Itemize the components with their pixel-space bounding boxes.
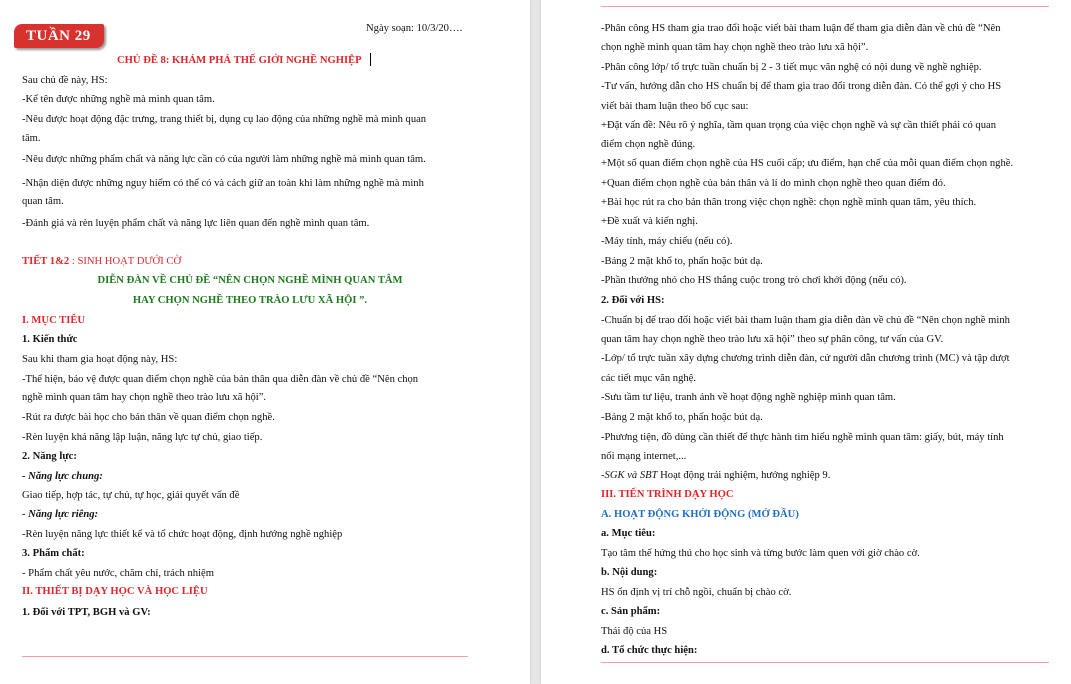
product-heading: c. Sản phẩm: xyxy=(601,606,661,617)
knowledge-line: nghề mình quan tâm hay chọn nghề theo trào lưu xã hội”. xyxy=(22,392,267,403)
body-line: -Phân công lớp/ tổ trực tuần chuẩn bị 2 - 3 tiết mục văn nghệ có nội dung về nghề nghiệp. xyxy=(601,62,982,73)
process-heading: III. TIẾN TRÌNH DẠY HỌC xyxy=(601,489,734,500)
student-line: -Phương tiện, đồ dùng cần thiết để thực hành tìm hiểu nghề mình quan tâm: giấy, bút, máy tính xyxy=(601,432,1004,443)
body-line: -Bảng 2 mặt khổ to, phấn hoặc bút dạ. xyxy=(601,256,763,267)
specific-ability-heading: - Năng lực riêng: xyxy=(22,509,99,520)
student-line: -Sưu tầm tư liệu, tranh ảnh về hoạt động nghề nghiệp mình quan tâm. xyxy=(601,392,896,403)
sgk-italic: -SGK và SBT xyxy=(601,470,658,481)
knowledge-line: Sau khi tham gia hoạt động này, HS: xyxy=(22,354,178,365)
sgk-rest: Hoạt động trải nghiệm, hướng nghiệp 9. xyxy=(657,470,831,481)
page-border-line xyxy=(601,6,1049,7)
general-ability-text: Giao tiếp, hợp tác, tự chủ, tự học, giải quyết vấn đề xyxy=(22,490,240,501)
product-text: Thái độ của HS xyxy=(601,626,668,637)
specific-ability-text: -Rèn luyện năng lực thiết kế và tổ chức hoạt động, định hướng nghề nghiệp xyxy=(22,529,343,540)
intro-line: -Nêu được những phẩm chất và năng lực cần có của người làm những nghề mà mình quan tâm. xyxy=(22,154,426,165)
lesson-rest: : SINH HOẠT DƯỚI CỜ xyxy=(69,256,182,267)
content-heading: b. Nội dung: xyxy=(601,567,658,578)
intro-line: quan tâm. xyxy=(22,196,64,207)
document-page-right xyxy=(541,0,1071,684)
body-line: +Quan điểm chọn nghề của bản thân và lí do mình chọn nghề theo quan điểm đó. xyxy=(601,178,946,189)
body-line: +Một số quan điểm chọn nghề của HS cuối cấp; ưu điểm, hạn chế của mỗi quan điểm chọn nghề. xyxy=(601,158,1014,169)
intro-line: Sau chủ đề này, HS: xyxy=(22,75,108,86)
student-line: quan tâm hay chọn nghề theo trào lưu xã hội” theo sự phân công, tư vấn của GV. xyxy=(601,334,944,345)
body-line: +Đặt vấn đề: Nêu rõ ý nghĩa, tầm quan trọng của việc chọn nghề và sự cần thiết phải có quan xyxy=(601,120,997,131)
intro-line: -Đánh giá và rèn luyện phẩm chất và năng lực liên quan đến nghề mình quan tâm. xyxy=(22,218,370,229)
knowledge-heading: 1. Kiến thức xyxy=(22,334,78,345)
quality-heading: 3. Phẩm chất: xyxy=(22,548,85,559)
quality-text: - Phẩm chất yêu nước, chăm chỉ, trách nhiệm xyxy=(22,568,214,579)
body-line: -Máy tính, máy chiếu (nếu có). xyxy=(601,236,733,247)
objectives-heading: I. MỤC TIÊU xyxy=(22,315,86,326)
body-line: -Phần thưởng nhỏ cho HS thắng cuộc trong trò chơi khởi động (nếu có). xyxy=(601,275,907,286)
forum-title-line2: HAY CHỌN NGHỀ THEO TRÀO LƯU XÃ HỘI ”. xyxy=(132,295,368,306)
org-heading: d. Tổ chức thực hiện: xyxy=(601,645,698,656)
prep-date: Ngày soạn: 10/3/20…. xyxy=(366,23,463,34)
page-border-line xyxy=(22,656,468,657)
document-page-left xyxy=(0,0,530,684)
lesson-label: TIẾT 1&2 xyxy=(22,256,70,267)
knowledge-line: -Rút ra được bài học cho bản thân về quan điểm chọn nghề. xyxy=(22,412,275,423)
intro-line: -Nhận diện được những nguy hiểm có thể có và cách giữ an toàn khi làm những nghề mà mình xyxy=(22,178,424,189)
student-line: các tiết mục văn nghệ. xyxy=(601,373,697,384)
page-border-line xyxy=(601,662,1049,663)
student-line: -Bảng 2 mặt khổ to, phấn hoặc bút dạ. xyxy=(601,412,763,423)
body-line: +Đề xuất và kiến nghị. xyxy=(601,216,698,227)
student-line: nối mạng internet,... xyxy=(601,451,687,462)
students-heading: 2. Đối với HS: xyxy=(601,295,665,306)
content-text: HS ổn định vị trí chỗ ngồi, chuẩn bị chào cờ. xyxy=(601,587,792,598)
student-line: -Lớp/ tổ trực tuần xây dựng chương trình diễn đàn, cử người dẫn chương trình (MC) và tập dượt xyxy=(601,353,1010,364)
forum-title-line1: DIỄN ĐÀN VỀ CHỦ ĐỀ “NÊN CHỌN NGHỀ MÌNH QUAN TÂM xyxy=(97,275,403,286)
equipment-heading: II. THIẾT BỊ DẠY HỌC VÀ HỌC LIỆU xyxy=(22,586,208,597)
ability-heading: 2. Năng lực: xyxy=(22,451,77,462)
week-badge: TUẦN 29 xyxy=(14,24,104,48)
activity-heading: A. HOẠT ĐỘNG KHỞI ĐỘNG (MỞ ĐẦU) xyxy=(601,509,799,520)
body-line: chọn nghề mình quan tâm hay chọn nghề theo trào lưu xã hội”. xyxy=(601,42,869,53)
lesson-heading xyxy=(22,255,181,268)
body-line: -Phân công HS tham gia trao đổi hoặc viết bài tham luận để tham gia diễn đàn về chủ đề “Nên xyxy=(601,23,1001,34)
student-line: -Chuẩn bị để trao đổi hoặc viết bài tham luận tham gia diễn đàn về chủ đề “Nên chọn nghề mình xyxy=(601,315,1010,326)
topic-title: CHỦ ĐỀ 8: KHÁM PHÁ THẾ GIỚI NGHỀ NGHIỆP xyxy=(117,55,362,66)
goal-heading: a. Mục tiêu: xyxy=(601,528,656,539)
teacher-heading: 1. Đối với TPT, BGH và GV: xyxy=(22,607,151,618)
body-line: +Bài học rút ra cho bản thân trong việc chọn nghề: chọn nghề mình quan tâm, yêu thích. xyxy=(601,197,977,208)
knowledge-line: -Thể hiện, bảo vệ được quan điểm chọn nghề của bản thân qua diễn đàn về chủ đề “Nên chọn xyxy=(22,374,419,385)
intro-line: -Kể tên được những nghề mà mình quan tâm. xyxy=(22,94,215,105)
text-cursor xyxy=(370,53,371,66)
sgk-line xyxy=(601,469,830,482)
intro-line: -Nêu được hoạt động đặc trưng, trang thiết bị, dụng cụ lao động của những nghề mà mình quan xyxy=(22,114,427,125)
knowledge-line: -Rèn luyện khả năng lập luận, năng lực tự chủ, giao tiếp. xyxy=(22,432,263,443)
intro-line: tâm. xyxy=(22,133,41,144)
body-line: -Tư vấn, hướng dẫn cho HS chuẩn bị để tham gia trao đổi trong diễn đàn. Có thể gợi ý cho HS xyxy=(601,81,1002,92)
body-line: điểm chọn nghề đúng. xyxy=(601,139,696,150)
goal-text: Tạo tâm thế hứng thú cho học sinh và từng bước làm quen với giờ chào cờ. xyxy=(601,548,920,559)
body-line: viết bài tham luận theo bố cục sau: xyxy=(601,101,749,112)
general-ability-heading: - Năng lực chung: xyxy=(22,471,103,482)
